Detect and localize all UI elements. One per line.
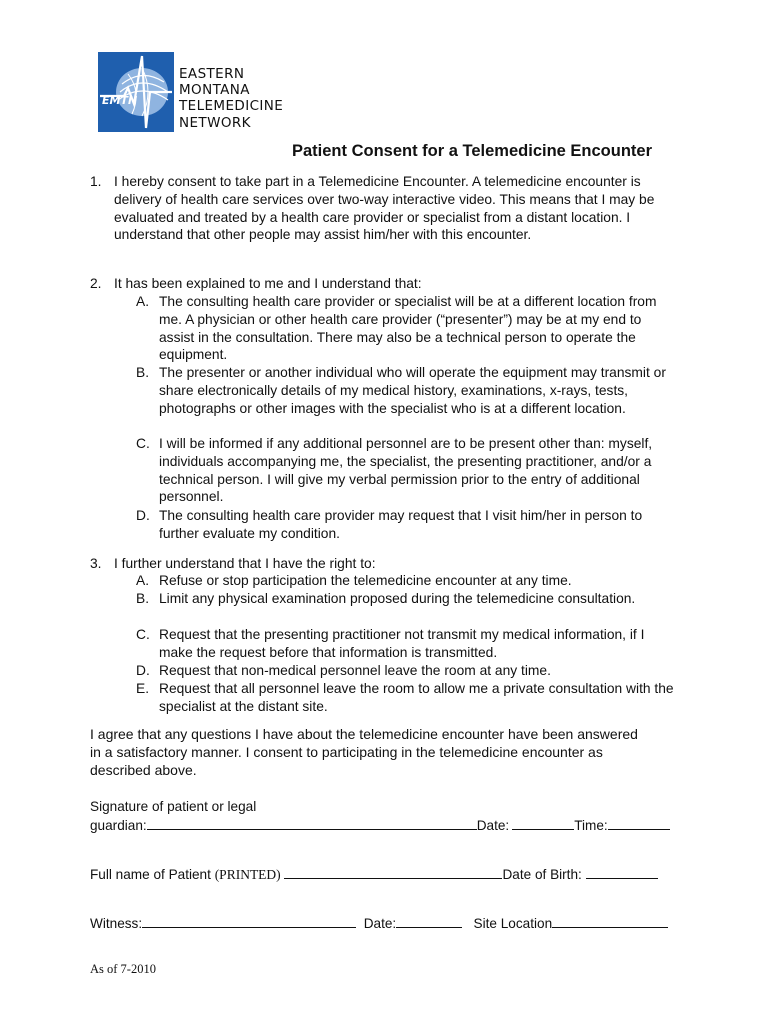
emtn-logo (98, 52, 174, 132)
subitem-letter: D. (136, 663, 150, 678)
patient-name-field[interactable] (284, 865, 502, 879)
guardian-label: guardian: (90, 818, 147, 833)
item-number: 3. (90, 556, 102, 571)
witness-date-field[interactable] (396, 914, 462, 928)
page-title: Patient Consent for a Telemedicine Encounter (292, 142, 653, 160)
org-name-line: MONTANA (179, 82, 250, 99)
witness-row (90, 914, 668, 931)
subitem-text: Request that the presenting practitioner not transmit my medical information, if I make the request before that information is transmitted. (159, 627, 645, 660)
signature-row (90, 816, 670, 833)
subitem-letter: B. (136, 591, 150, 606)
organization-name (179, 66, 283, 131)
subitem-text: Limit any physical examination proposed during the telemedicine consultation. (159, 591, 636, 606)
logo-text: EMTN (102, 94, 138, 107)
dob-field[interactable] (586, 865, 658, 879)
item-number: 1. (90, 174, 102, 189)
consent-item-text: It has been explained to me and I understand that: (114, 276, 422, 291)
date-field[interactable] (512, 816, 574, 830)
time-label: Time: (574, 818, 608, 833)
site-location-label: Site Location (473, 916, 553, 931)
consent-item-text: I hereby consent to take part in a Telemedicine Encounter. A telemedicine encounter is delivery of health care services over two-way interactive video. This means that I may be evaluated and treated by a health care provider or specialist from a distant location. I understand that other people may assist him/her with this encounter. (114, 174, 655, 243)
witness-label: Witness: (90, 916, 143, 931)
org-name-line: EASTERN (179, 66, 245, 82)
subitem-text: The consulting health care provider or specialist will be at a different location from me. A physician or other health care provider (“presenter”) may be at my end to assist in the consultation. There may also be a technical person to operate the equipment. (159, 294, 657, 363)
witness-date-label: Date: (363, 916, 397, 931)
subitem-text: The presenter or another individual who will operate the equipment may transmit or share electronically details of my medical history, examinations, x-rays, tests, photographs or other images with the specialist who is at a different location. (159, 365, 666, 416)
revision-date: As of 7-2010 (90, 962, 156, 976)
subitem-letter: A. (136, 573, 150, 588)
subitem-text: Request that all personnel leave the room to allow me a private consultation with the specialist at the distant site. (159, 681, 674, 714)
subitem-text: I will be informed if any additional personnel are to be present other than: myself, individuals accompanying me, the specialist, the presenting practitioner, and/or a technical person. I will give my verbal permission prior to the entry of additional personnel. (159, 436, 653, 505)
full-name-label: Full name of Patient (90, 867, 211, 882)
subitem-letter: A. (136, 294, 150, 309)
org-name-line: NETWORK (179, 114, 251, 131)
subitem-letter: D. (136, 508, 150, 523)
subitem-letter: E. (136, 681, 150, 696)
subitem-text: Request that non-medical personnel leave the room at any time. (159, 663, 551, 678)
dob-label: Date of Birth: (502, 867, 582, 882)
witness-field[interactable] (142, 914, 356, 928)
subitem-letter: C. (136, 627, 150, 642)
site-location-field[interactable] (552, 914, 668, 928)
org-name-line: TELEMEDICINE (179, 98, 284, 115)
subitem-text: Refuse or stop participation the telemedicine encounter at any time. (159, 573, 572, 588)
date-label: Date: (476, 818, 510, 833)
patient-name-row (90, 865, 658, 883)
signature-field[interactable] (147, 816, 477, 830)
subitem-letter: C. (136, 436, 150, 451)
time-field[interactable] (608, 816, 670, 830)
agreement-statement: I agree that any questions I have about the telemedicine encounter have been answered in a satisfactory manner. I consent to participating in the telemedicine encounter as described above. (90, 726, 638, 778)
subitem-letter: B. (136, 365, 150, 380)
consent-item-text: I further understand that I have the right to: (114, 556, 376, 571)
item-number: 2. (90, 276, 102, 291)
subitem-text: The consulting health care provider may request that I visit him/her in person to further evaluate my condition. (159, 508, 643, 541)
signature-label: Signature of patient or legal (90, 799, 257, 814)
printed-label: (PRINTED) (214, 867, 281, 882)
